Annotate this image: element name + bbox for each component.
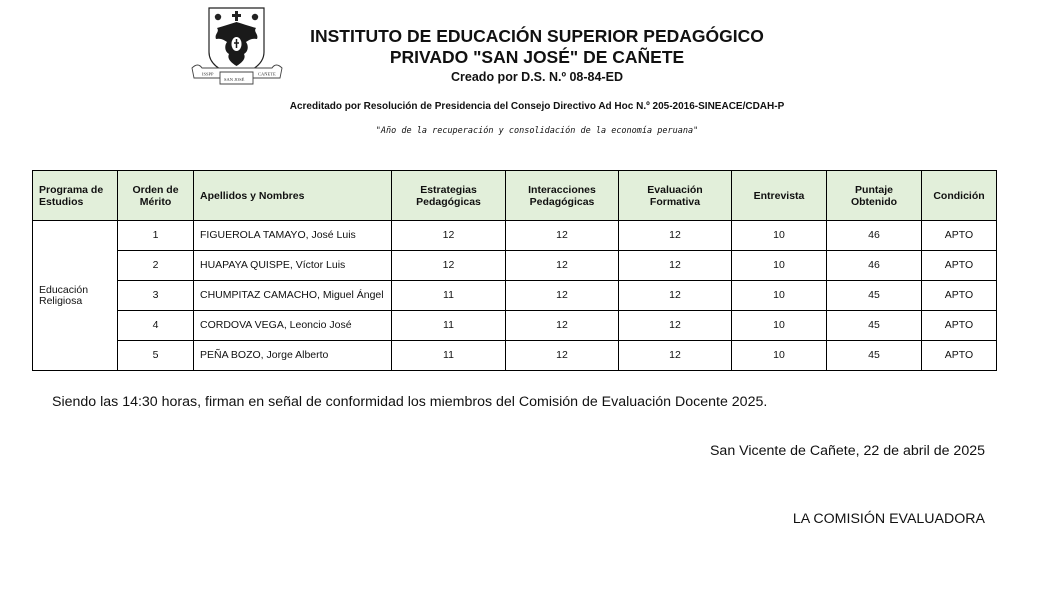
strategies-cell: 11 — [392, 281, 506, 311]
program-cell: Educación Religiosa — [33, 221, 118, 371]
condition-cell: APTO — [922, 281, 997, 311]
interview-cell: 10 — [732, 281, 827, 311]
formative-cell: 12 — [619, 341, 732, 371]
formative-cell: 12 — [619, 281, 732, 311]
logo-ribbon-right: CAÑETE — [258, 71, 276, 77]
name-cell — [194, 281, 392, 311]
condition-cell: APTO — [922, 251, 997, 281]
order-cell: 1 — [118, 221, 194, 251]
formative-cell: 12 — [619, 251, 732, 281]
institution-logo — [190, 6, 284, 86]
institution-title-line1: INSTITUTO DE EDUCACIÓN SUPERIOR PEDAGÓGICO — [310, 26, 764, 46]
table-row — [33, 251, 997, 281]
score-cell: 46 — [827, 251, 922, 281]
interactions-cell: 12 — [506, 311, 619, 341]
order-cell: 4 — [118, 311, 194, 341]
name-cell: FIGUEROLA TAMAYO, José Luis — [194, 221, 392, 251]
creation-decree: Creado por D.S. N.º 08-84-ED — [451, 70, 623, 84]
order-cell: 5 — [118, 341, 194, 371]
condition-cell: APTO — [922, 311, 997, 341]
logo-ribbon-left: ISSPP — [202, 71, 214, 77]
closing-statement: Siendo las 14:30 horas, firman en señal de conformidad los miembros del Comisión de Evaluación Docente 2025. — [52, 394, 768, 410]
interactions-cell: 12 — [506, 221, 619, 251]
table-header-row — [33, 171, 997, 221]
score-cell: 45 — [827, 311, 922, 341]
interactions-cell: 12 — [506, 341, 619, 371]
interview-cell: 10 — [732, 311, 827, 341]
score-cell: 45 — [827, 341, 922, 371]
score-cell: 46 — [827, 221, 922, 251]
col-header-strategies: Estrategias Pedagógicas — [392, 171, 506, 221]
interview-cell: 10 — [732, 251, 827, 281]
accreditation-text: Acreditado por Resolución de Presidencia del Consejo Directivo Ad Hoc N.º 205-2016-SINEACE/CDAH-P — [289, 101, 785, 112]
col-header-score: Puntaje Obtenido — [827, 171, 922, 221]
col-header-formative: Evaluación Formativa — [619, 171, 732, 221]
col-header-interactions: Interacciones Pedagógicas — [506, 171, 619, 221]
place-and-date: San Vicente de Cañete, 22 de abril de 2025 — [709, 443, 985, 459]
name-cell: HUAPAYA QUISPE, Víctor Luis — [194, 251, 392, 281]
crest-icon — [190, 6, 284, 86]
formative-cell: 12 — [619, 221, 732, 251]
interactions-cell: 12 — [506, 251, 619, 281]
interview-cell: 10 — [732, 221, 827, 251]
table-row — [33, 281, 997, 311]
strategies-cell: 11 — [392, 341, 506, 371]
score-cell: 45 — [827, 281, 922, 311]
table-row — [33, 221, 997, 251]
name-text: CHUMPITAZ CAMACHO, Miguel Ángel — [200, 289, 384, 301]
col-header-order: Orden de Mérito — [118, 171, 194, 221]
name-cell: PEÑA BOZO, Jorge Alberto — [194, 341, 392, 371]
interactions-cell: 12 — [506, 281, 619, 311]
logo-ribbon-center: SAN JOSÉ — [224, 77, 245, 82]
name-cell: CORDOVA VEGA, Leoncio José — [194, 311, 392, 341]
year-motto: "Año de la recuperación y consolidación de la economía peruana" — [375, 126, 699, 136]
institution-title-line2: PRIVADO "SAN JOSÉ" DE CAÑETE — [389, 47, 685, 67]
results-table — [32, 170, 997, 371]
order-cell: 2 — [118, 251, 194, 281]
strategies-cell: 12 — [392, 251, 506, 281]
col-header-condition: Condición — [922, 171, 997, 221]
interview-cell: 10 — [732, 341, 827, 371]
condition-cell: APTO — [922, 221, 997, 251]
strategies-cell: 12 — [392, 221, 506, 251]
table-row — [33, 341, 997, 371]
formative-cell: 12 — [619, 311, 732, 341]
col-header-interview: Entrevista — [732, 171, 827, 221]
signature-label: LA COMISIÓN EVALUADORA — [792, 511, 985, 527]
condition-cell: APTO — [922, 341, 997, 371]
order-cell: 3 — [118, 281, 194, 311]
col-header-name: Apellidos y Nombres — [194, 171, 392, 221]
strategies-cell: 11 — [392, 311, 506, 341]
table-row — [33, 311, 997, 341]
col-header-program: Programa de Estudios — [33, 171, 118, 221]
